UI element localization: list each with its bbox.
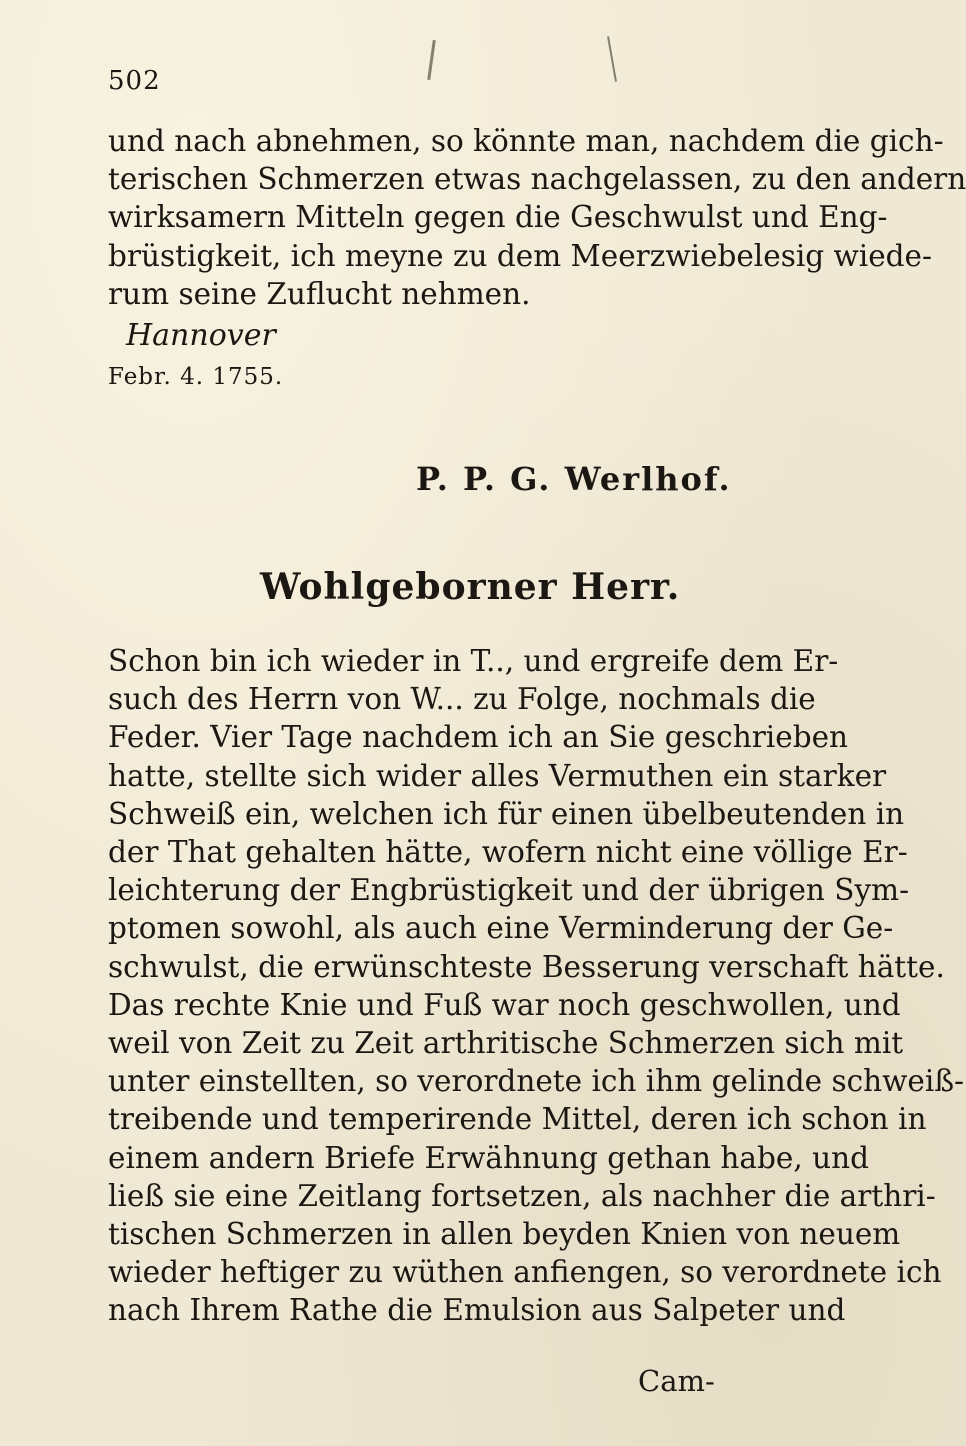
text-line: ptomen sowohl, als auch eine Verminderung der Ge- [108, 911, 894, 946]
text-line: einem andern Briefe Erwähnung gethan habe, und [108, 1140, 869, 1175]
text-line: rum seine Zuflucht nehmen. [108, 276, 531, 311]
letter-salutation: Wohlgeborner Herr. [260, 566, 681, 608]
text-line: treibende und temperirende Mittel, deren ich schon in [108, 1102, 927, 1137]
text-line: wieder heftiger zu wüthen anfiengen, so verordnete ich [108, 1255, 942, 1290]
text-line: tischen Schmerzen in allen beyden Knien von neuem [108, 1217, 901, 1252]
text-line: schwulst, die erwünschteste Besserung verschaft hätte. [108, 949, 945, 984]
text-line: und nach abnehmen, so könnte man, nachdem die gich- [108, 124, 944, 158]
catchword: Cam- [638, 1364, 715, 1398]
text-line: leichterung der Engbrüstigkeit und der übrigen Sym- [108, 873, 910, 908]
text-line: terischen Schmerzen etwas nachgelassen, zu den andern [108, 162, 966, 197]
text-line: such des Herrn von W... zu Folge, nochmals die [108, 682, 816, 717]
ink-stroke-mark [607, 36, 617, 82]
letter-signature: P. P. G. Werlhof. [416, 460, 732, 498]
page-number: 502 [108, 66, 161, 96]
text-line: Schweiß ein, welchen ich für einen übelbeutenden in [108, 796, 905, 831]
text-line: nach Ihrem Rathe die Emulsion aus Salpeter und [108, 1293, 846, 1328]
letter-place: Hannover [126, 318, 276, 353]
letter-date: Febr. 4. 1755. [108, 364, 284, 390]
paragraph-continuation [108, 122, 966, 313]
text-line: der That gehalten hätte, wofern nicht eine völlige Er- [108, 835, 908, 870]
text-line: unter einstellten, so verordnete ich ihm gelinde schweiß- [108, 1064, 964, 1099]
text-line: weil von Zeit zu Zeit arthritische Schmerzen sich mit [108, 1026, 904, 1061]
letter-body [108, 642, 964, 1330]
text-line: hatte, stellte sich wider alles Vermuthen ein starker [108, 758, 887, 793]
text-line: brüstigkeit, ich meyne zu dem Meerzwiebelesig wiede- [108, 238, 932, 273]
ink-stroke-mark [427, 40, 436, 80]
text-line: wirksamern Mitteln gegen die Geschwulst und Eng- [108, 200, 888, 235]
text-line: Feder. Vier Tage nachdem ich an Sie geschrieben [108, 720, 849, 755]
text-line: Schon bin ich wieder in T.., und ergreife dem Er- [108, 644, 839, 678]
text-line: Das rechte Knie und Fuß war noch geschwollen, und [108, 987, 901, 1022]
text-line: ließ sie eine Zeitlang fortsetzen, als nachher die arthri- [108, 1178, 936, 1213]
